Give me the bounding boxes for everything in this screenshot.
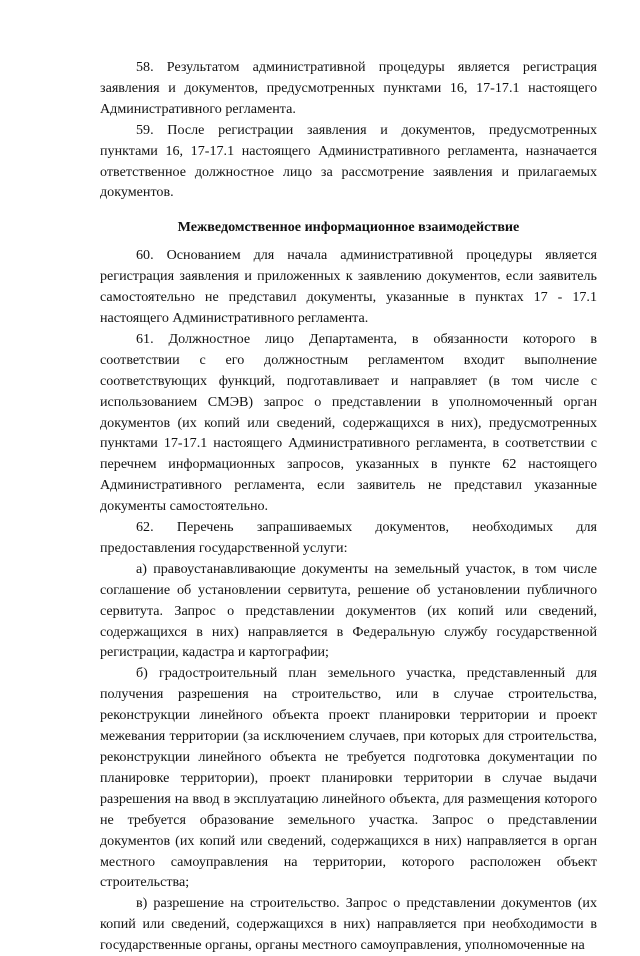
list-item-v: в) разрешение на строительство. Запрос о представлении документов (их копий или сведений, содержащихся в них) направляется при необходимости в государственные органы, органы местного самоуправления, уполномоченные на: [100, 895, 597, 954]
document-body: [100, 57, 597, 956]
paragraph-59: 59. После регистрации заявления и документов, предусмотренных пунктами 16, 17-17.1 настоящего Административного регламента, назначается ответственное должностное лицо за рассмотрение заявления и прилагаемых документов.: [100, 121, 597, 201]
paragraph-62: 62. Перечень запрашиваемых документов, необходимых для предоставления государственной услуги:: [100, 519, 597, 556]
list-item-a: а) правоустанавливающие документы на земельный участок, в том числе соглашение об установлении сервитута, решение об установлении публичного сервитута. Запрос о представлении документов (их копий или сведений, содержащихся в них) направляется в Федеральную службу государственной регистрации, кадастра и картографии;: [100, 560, 597, 661]
list-item-b: б) градостроительный план земельного участка, представленный для получения разрешения на строительство, или в случае строительства, реконструкции линейного объекта проект планировки территории и проект межевания территории (за исключением случаев, при которых для строительства, реконструкции линейного объекта не требуется подготовка документации по планировке территории), проект планировки территории в случае выдачи разрешения на ввод в эксплуатацию линейного объекта, для размещения которого не требуется образование земельного участка. Запрос о представлении документов (их копий или сведений, содержащихся в них) направляется в орган местного самоуправления на территории, которого расположен объект строительства;: [100, 665, 597, 891]
paragraph-60: 60. Основанием для начала административной процедуры является регистрация заявления и приложенных к заявлению документов, если заявитель самостоятельно не представил документы, указанные в пунктах 17 - 17.1 настоящего Административного регламента.: [100, 247, 597, 326]
paragraph-58: 58. Результатом административной процедуры является регистрация заявления и документов, предусмотренных пунктами 16, 17-17.1 настоящего Административного регламента.: [100, 59, 597, 117]
paragraph-61: 61. Должностное лицо Департамента, в обязанности которого в соответствии с его должностным регламентом входит выполнение соответствующих функций, подготавливает и направляет (в том числе с использованием СМЭВ) запрос о представлении в уполномоченный орган документов (их копий или сведений, содержащихся в них), предусмотренных пунктами 17-17.1 настоящего Административного регламента, в соответствии с перечнем информационных запросов, указанных в пункте 62 настоящего Административного регламента, если заявитель не представил указанные документы самостоятельно.: [100, 330, 597, 515]
section-heading: Межведомственное информационное взаимодействие: [177, 219, 520, 236]
